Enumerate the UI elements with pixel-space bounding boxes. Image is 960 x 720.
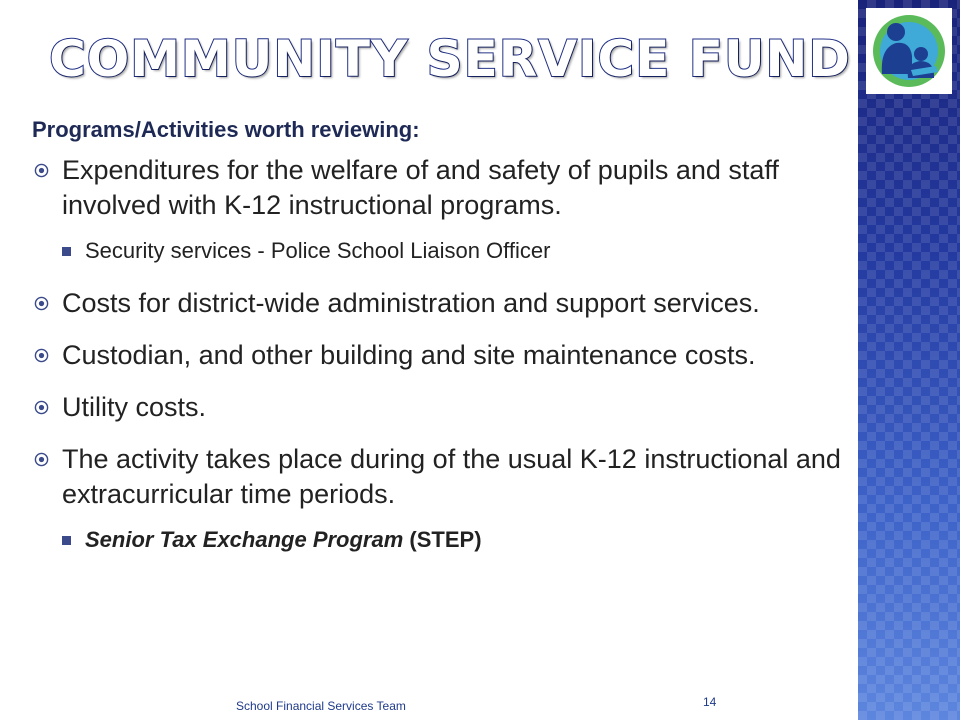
decorative-side-panel <box>858 0 960 720</box>
program-name: Senior Tax Exchange Program <box>85 527 404 552</box>
sub-list-item <box>32 237 852 265</box>
list-item-text: Custodian, and other building and site maintenance costs. <box>62 340 756 370</box>
circled-dot-bullet-icon <box>34 296 49 311</box>
circled-dot-bullet-icon <box>34 452 49 467</box>
square-bullet-icon <box>62 247 71 256</box>
slide-title: COMMUNITY SERVICE FUND <box>49 30 851 88</box>
list-item-text: The activity takes place during of the usual K-12 instructional and extracurricular time periods. <box>62 444 841 509</box>
subheading: Programs/Activities worth reviewing: <box>32 117 420 142</box>
square-bullet-icon <box>62 536 71 545</box>
sub-list-item <box>32 526 852 554</box>
footer-text: School Financial Services Team <box>236 699 406 713</box>
page-number: 14 <box>703 695 717 709</box>
program-abbreviation: (STEP) <box>403 527 482 552</box>
list-item <box>32 338 852 373</box>
circled-dot-bullet-icon <box>34 163 49 178</box>
list-item <box>32 390 852 425</box>
list-item <box>32 442 852 512</box>
bullet-list <box>32 153 852 575</box>
circled-dot-bullet-icon <box>34 400 49 415</box>
list-item <box>32 153 852 223</box>
list-item-text: Costs for district-wide administration and support services. <box>62 288 760 318</box>
list-item <box>32 286 852 321</box>
list-item-text: Utility costs. <box>62 392 207 422</box>
sub-list-item-text: Security services - Police School Liaison Officer <box>85 238 551 263</box>
list-item-text: Expenditures for the welfare of and safety of pupils and staff involved with K-12 instructional programs. <box>62 155 779 220</box>
circled-dot-bullet-icon <box>34 348 49 363</box>
